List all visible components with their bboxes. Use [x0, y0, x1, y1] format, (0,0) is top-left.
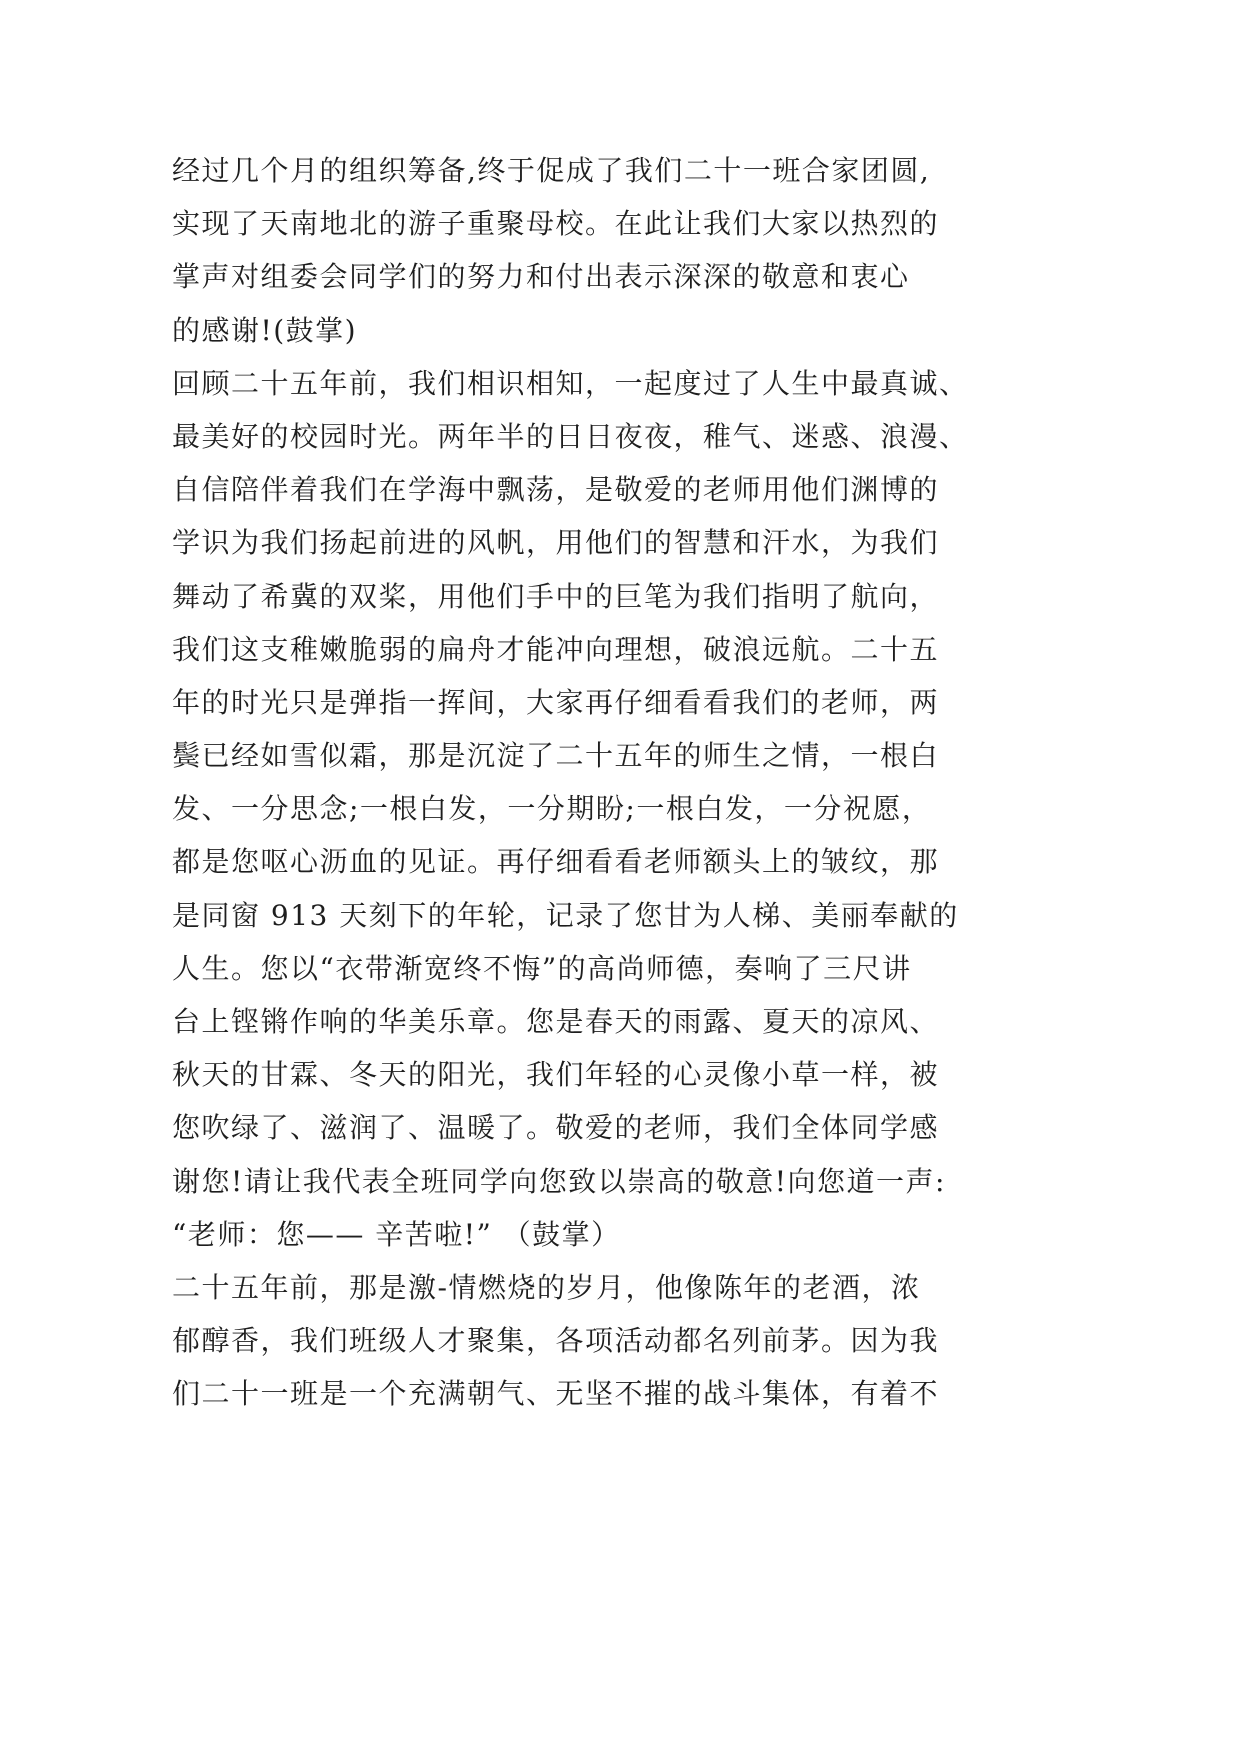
text-line: 的感谢!(鼓掌) [172, 313, 358, 347]
text-line: 掌声对组委会同学们的努力和付出表示深深的敬意和衷心 [172, 260, 910, 294]
text-line: 台上铿锵作响的华美乐章。您是春天的雨露、夏天的凉风、 [172, 1005, 940, 1038]
paragraph-class-memories [172, 1261, 1052, 1421]
text-line: 鬓已经如雪似霜，那是沉淀了二十五年的师生之情，一根白 [172, 739, 940, 773]
text-line: “老师：您—— 辛苦啦!” （鼓掌） [172, 1217, 621, 1251]
paragraph-opening-thanks [172, 144, 1052, 357]
text-line: 是同窗 913 天刻下的年轮，记录了您甘为人梯、美丽奉献的 [172, 898, 959, 932]
text-line: 您吹绿了、滋润了、温暖了。敬爱的老师，我们全体同学感 [172, 1111, 940, 1145]
text-line: 谢您!请让我代表全班同学向您致以崇高的敬意!向您道一声: [172, 1164, 946, 1198]
text-line: 年的时光只是弹指一挥间，大家再仔细看看我们的老师，两 [172, 685, 940, 719]
text-line: 舞动了希冀的双桨，用他们手中的巨笔为我们指明了航向， [172, 579, 940, 613]
paragraph-tribute-to-teachers [172, 357, 1052, 1261]
text-line: 发、一分思念;一根白发，一分期盼;一根白发，一分祝愿， [172, 792, 932, 826]
text-line: 学识为我们扬起前进的风帆，用他们的智慧和汗水，为我们 [172, 526, 940, 560]
text-line: 郁醇香，我们班级人才聚集，各项活动都名列前茅。因为我 [172, 1324, 940, 1358]
text-line: 自信陪伴着我们在学海中飘荡，是敬爱的老师用他们渊博的 [172, 473, 940, 507]
text-line: 最美好的校园时光。两年半的日日夜夜，稚气、迷惑、浪漫、 [172, 419, 969, 453]
document-body [172, 144, 1052, 1421]
text-line: 们二十一班是一个充满朝气、无坚不摧的战斗集体，有着不 [172, 1377, 940, 1411]
text-line: 都是您呕心沥血的见证。再仔细看看老师额头上的皱纹，那 [172, 845, 940, 879]
text-line: 人生。您以“衣带渐宽终不悔”的高尚师德，奏响了三尺讲 [172, 951, 912, 985]
text-line: 我们这支稚嫩脆弱的扁舟才能冲向理想，破浪远航。二十五 [172, 632, 940, 666]
text-line: 实现了天南地北的游子重聚母校。在此让我们大家以热烈的 [172, 207, 940, 241]
text-line: 经过几个月的组织筹备,终于促成了我们二十一班合家团圆, [172, 154, 931, 187]
text-line: 回顾二十五年前，我们相识相知，一起度过了人生中最真诚、 [172, 366, 969, 400]
text-line: 秋天的甘霖、冬天的阳光，我们年轻的心灵像小草一样，被 [172, 1058, 940, 1092]
text-line: 二十五年前，那是激-情燃烧的岁月，他像陈年的老酒，浓 [172, 1270, 921, 1304]
